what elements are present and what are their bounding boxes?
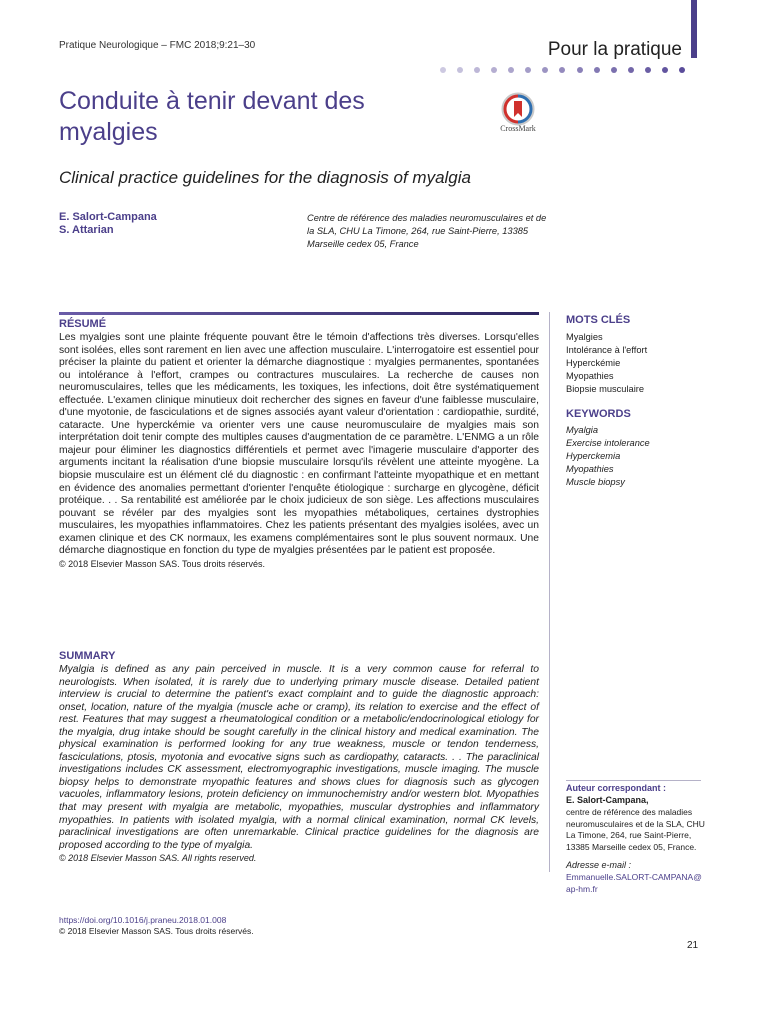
dot [508, 67, 514, 73]
keyword-item: Myopathies [566, 371, 614, 381]
summary-copyright: © 2018 Elsevier Masson SAS. All rights reserved. [59, 853, 257, 864]
section-accent-bar [691, 0, 697, 58]
email-link[interactable]: Emmanuelle.SALORT-CAMPANA@ap-hm.fr [566, 872, 702, 894]
keywords-heading: KEYWORDS [566, 408, 631, 420]
dot [542, 67, 548, 73]
section-label: Pour la pratique [547, 39, 682, 60]
correspondence-heading: Auteur correspondant : [566, 783, 667, 793]
keyword-item: Exercise intolerance [566, 438, 650, 448]
keyword-item: Intolérance à l'effort [566, 345, 648, 355]
correspondence-rule [566, 780, 701, 781]
summary-heading: SUMMARY [59, 650, 116, 662]
keyword-item: Hyperckémie [566, 358, 621, 368]
keyword-item: Biopsie musculaire [566, 384, 645, 394]
dot [662, 67, 668, 73]
dot [611, 67, 617, 73]
keyword-item: Myalgies [566, 332, 603, 342]
footer-copyright: © 2018 Elsevier Masson SAS. Tous droits réservés. [59, 926, 254, 936]
dot [440, 67, 446, 73]
article-title: Conduite à tenir devant des myalgies [59, 87, 365, 146]
dot [457, 67, 463, 73]
dot [577, 67, 583, 73]
mots-cles-heading: MOTS CLÉS [566, 314, 631, 326]
resume-text: Les myalgies sont une plainte fréquente pouvant être le témoin d'affections très diverses. Lorsqu'elles sont isolées, elles sont rarement en lien avec une affection musculaire. L'interrogatoire est essentiel pour préciser la plainte du patient et orienter la démarche diagnostique : myalgies permanentes, spontanées ou intolérance à l'effort, crampes ou contractures musculaires. La recherche de causes non neuromusculaires, telles que les médicaments, les toxiques, les infections, doit être systématiquement effectuée. L'examen clinique minutieux doit rechercher des signes en faveur d'une faiblesse musculaire, d'une myotonie, de fasciculations et de signes associés ayant valeur d'orientation : cardiopathie, surdité, cataracte. Une hyperckémie va orienter vers une cause neuromusculaire de myalgies mais son interprétation doit tenir compte des multiples causes d'augmentation de ce paramètre. L'ENMG a un rôle majeur pour éliminer les diagnostics différentiels et permet avec l'imagerie musculaire d'apporter des arguments incitant la réalisation d'une biopsie musculaire lorsqu'ils révèlent une atteinte myogène. La biopsie musculaire est un élément clé du diagnostic : en confirmant l'atteinte myopathique et en mettant en évidence des anomalies permettant d'orienter l'enquête étiologique : surcharge en glycogène, déficit protéique. . . Sa rentabilité est améliorée par le choix judicieux de son siège. Les affections musculaires pouvant se révéler par des myalgies sont les myopathies métaboliques, certaines dystrophies musculaires, les myopathies inflammatoires. Chez les patients présentant des myalgies isolées, avec un examen clinique et des CK normaux, les examens complémentaires sont le plus souvent normaux. Une démarche diagnostique en fonction du type de myalgies présentées par le patient est proposée. [59, 332, 539, 557]
dot [559, 67, 565, 73]
decorative-dots [440, 66, 685, 74]
journal-citation: Pratique Neurologique – FMC 2018;9:21–30 [59, 40, 256, 51]
doi-link[interactable]: https://doi.org/10.1016/j.praneu.2018.01.008 [59, 915, 227, 925]
email-heading: Adresse e-mail : [566, 860, 632, 870]
summary-text: Myalgia is defined as any pain perceived in muscle. It is a very common cause for referral to neurologists. When isolated, it is rarely due to underlying primary muscle disease. Detailed patient interview is crucial to determine the patient's exact complaint and to guide the diagnostic approach: onset, location, nature of the myalgia (muscle ache or cramp), its relation to exercise and the effect of rest. Features that may suggest a rheumatological condition or a metabolic/endocrinological etiology for the myalgia, drug intake should be sought carefully in the clinical history and medical examination. The physical examination is performed looking for any true weakness, muscle or tendon tenderness, fasciculations, ptosis, myotonia and evocative signs such as cardiopathy, cataracts. . . The paraclinical investigations includes CK assessment, electromyographic investigations, muscle imaging. The muscle biopsy helps to demonstrate myopathic features and shows clues for diagnosis such as glycogen vacuoles, inflammatory lesions, protein deficiency on immunochemistry and/or western blot. Myopathies that may present with myalgia are metabolic, myopathies, muscular dystrophies and inflammatory myopathies. In patients with isolated myalgia, with a normal clinical examination, normal CK levels, paraclinical investigations are often unremarkable. Clinical practice guidelines for the diagnosis are proposed according to the type of myalgia. [59, 664, 539, 851]
abstract-top-rule [59, 312, 539, 315]
resume-heading: RÉSUMÉ [59, 318, 107, 330]
crossmark-label: CrossMark [500, 124, 536, 133]
summary-body [59, 664, 539, 866]
page-number: 21 [687, 940, 699, 951]
author-list [59, 211, 157, 237]
dot [628, 67, 634, 73]
dot [594, 67, 600, 73]
keyword-item: Myalgia [566, 425, 599, 435]
correspondence-address: centre de référence des maladies neuromusculaires et de la SLA, CHU La Timone, 264, rue Saint-Pierre, 13385 Marseille cedex 05, France. [566, 807, 705, 852]
dot [645, 67, 651, 73]
mots-cles-list [566, 331, 647, 396]
keyword-item: Hyperckemia [566, 451, 621, 461]
dot [525, 67, 531, 73]
dot [474, 67, 480, 73]
column-divider [549, 312, 550, 872]
author-name: E. Salort-Campana [59, 211, 157, 223]
dot [679, 67, 685, 73]
author-affiliation: Centre de référence des maladies neuromusculaires et de la SLA, CHU La Timone, 264, rue Saint-Pierre, 13385 Marseille cedex 05, France [307, 213, 547, 249]
keyword-item: Myopathies [566, 464, 614, 474]
keywords-list [566, 424, 650, 489]
resume-copyright: © 2018 Elsevier Masson SAS. Tous droits réservés. [59, 558, 266, 569]
correspondence-name: E. Salort-Campana, [566, 795, 649, 805]
keyword-item: Muscle biopsy [566, 477, 625, 487]
resume-body [59, 332, 539, 571]
dot [491, 67, 497, 73]
author-name: S. Attarian [59, 224, 114, 236]
article-subtitle: Clinical practice guidelines for the diagnosis of myalgia [59, 168, 471, 187]
